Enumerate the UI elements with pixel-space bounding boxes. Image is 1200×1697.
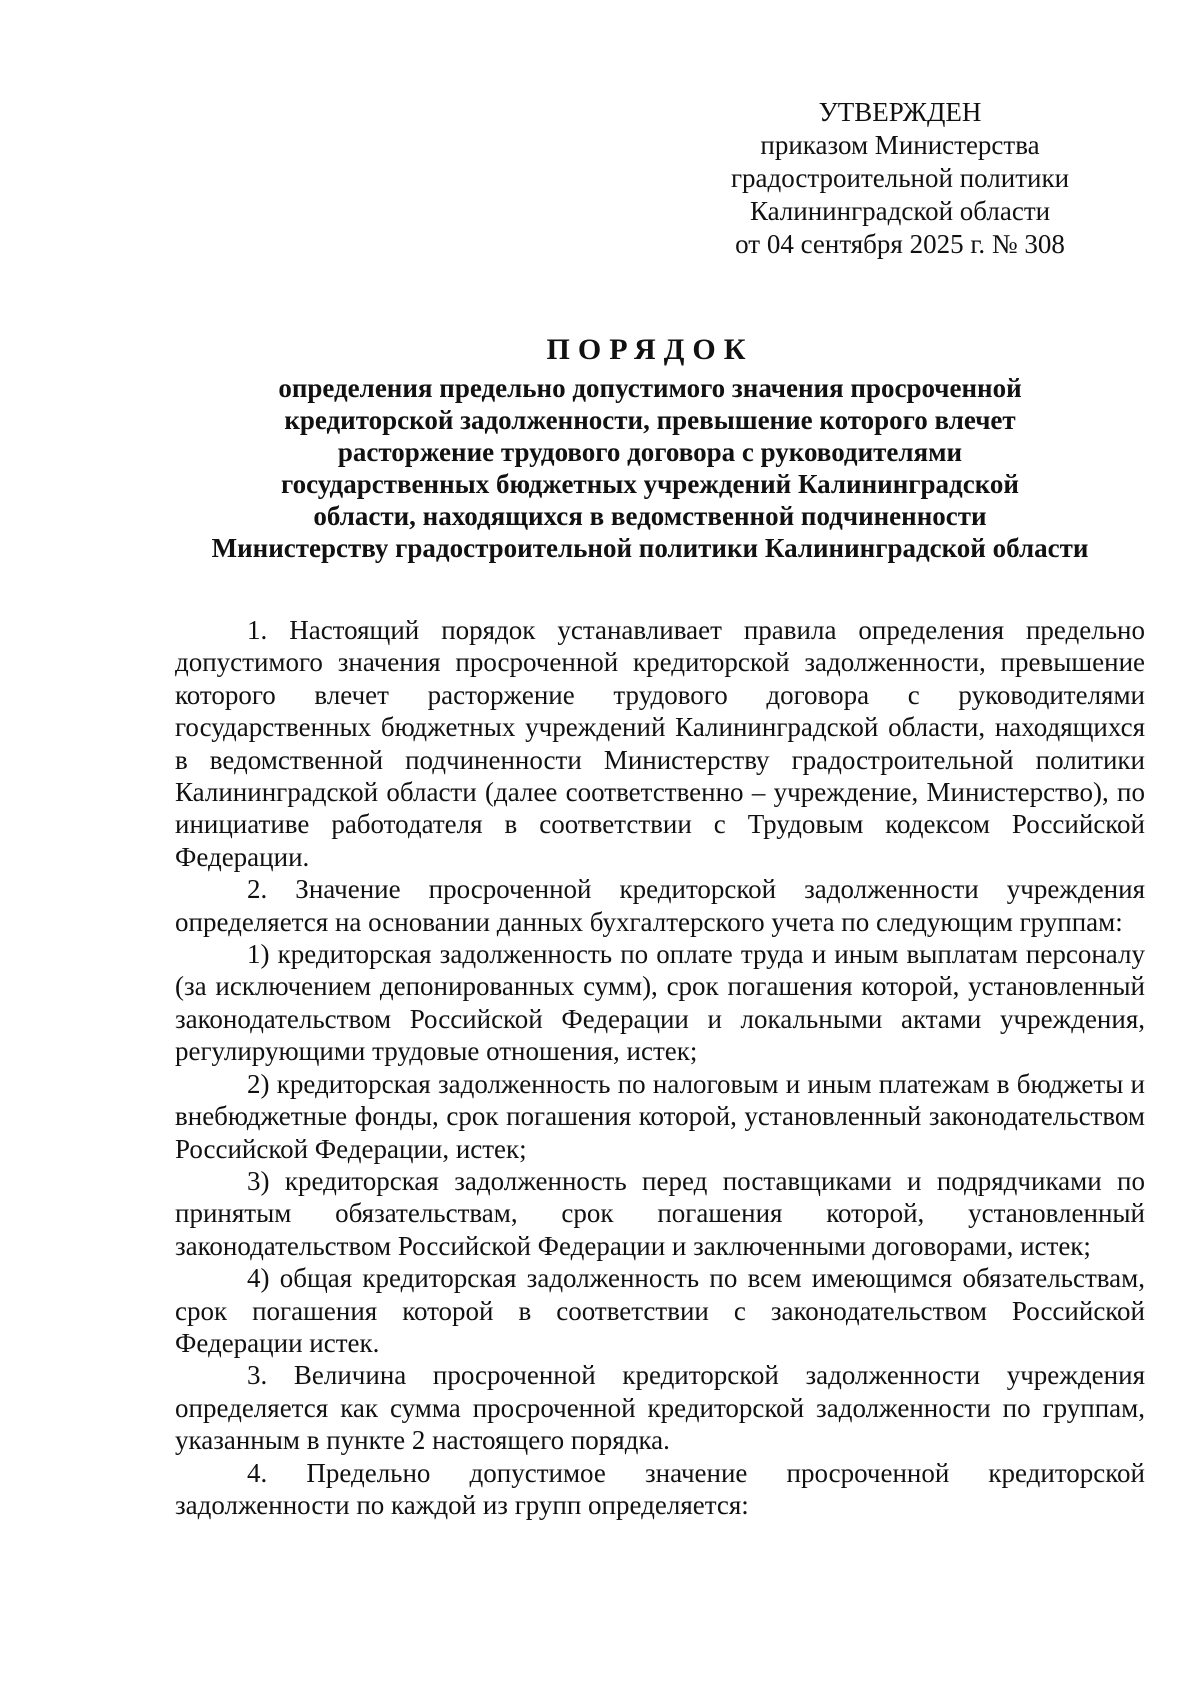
approval-line-approved: УТВЕРЖДЕН bbox=[818, 97, 982, 127]
paragraph-3: 3. Величина просроченной кредиторской задолженности учреждения определяется как сумма просроченной кредиторской задолженности по группам, указанным в пункте 2 настоящего порядка. bbox=[175, 1360, 1145, 1456]
list-item-4: 4) общая кредиторская задолженность по всем имеющимся обязательствам, срок погашения которой в соответствии с законодательством Российской Федерации истек. bbox=[175, 1263, 1145, 1358]
approval-stamp bbox=[680, 96, 1120, 261]
list-item-1: 1) кредиторская задолженность по оплате труда и иным выплатам персоналу (за исключением депонированных сумм), срок погашения которой, установленный законодательством Российской Федерации и локальными актами учреждения, регулирующими трудовые отношения, истек; bbox=[175, 939, 1145, 1067]
approval-line-ministry: градостроительной политики bbox=[730, 163, 1070, 193]
subtitle-line: Министерству градостроительной политики Калининградской области bbox=[211, 533, 1089, 563]
title-block bbox=[150, 330, 1150, 564]
paragraph-2: 2. Значение просроченной кредиторской задолженности учреждения определяется на основании данных бухгалтерского учета по следующим группам: bbox=[175, 874, 1145, 937]
subtitle-line: расторжение трудового договора с руководителями bbox=[337, 437, 963, 467]
document-subtitle bbox=[150, 372, 1150, 564]
approval-line-region: Калининградской области bbox=[749, 196, 1051, 226]
approval-line-date: от 04 сентября 2025 г. № 308 bbox=[735, 229, 1065, 259]
list-item-3: 3) кредиторская задолженность перед поставщиками и подрядчиками по принятым обязательствам, срок погашения которой, установленный законодательством Российской Федерации и заключенными договорами, истек; bbox=[175, 1165, 1145, 1261]
paragraph-1: 1. Настоящий порядок устанавливает правила определения предельно допустимого значения просроченной кредиторской задолженности, превышение которого влечет расторжение трудового договора с руководителями государственных бюджетных учреждений Калининградской области, находящихся в ведомственной подчиненности Министерству градостроительной политики Калининградской области (далее соответственно – учреждение, Министерство), по инициативе работодателя в соответствии с Трудовым кодексом Российской Федерации. bbox=[175, 615, 1145, 872]
document-title: ПОРЯДОК bbox=[546, 333, 754, 366]
document-body bbox=[175, 614, 1145, 1521]
list-item-2: 2) кредиторская задолженность по налоговым и иным платежам в бюджеты и внебюджетные фонды, срок погашения которой, установленный законодательством Российской Федерации, истек; bbox=[175, 1068, 1145, 1164]
subtitle-line: области, находящихся в ведомственной подчиненности bbox=[313, 501, 987, 531]
subtitle-line: кредиторской задолженности, превышение которого влечет bbox=[284, 405, 1016, 435]
subtitle-line: определения предельно допустимого значения просроченной bbox=[278, 373, 1022, 403]
subtitle-line: государственных бюджетных учреждений Калининградской bbox=[281, 469, 1019, 499]
approval-line-order: приказом Министерства bbox=[760, 130, 1040, 160]
paragraph-4: 4. Предельно допустимое значение просроченной кредиторской задолженности по каждой из групп определяется: bbox=[175, 1457, 1145, 1520]
